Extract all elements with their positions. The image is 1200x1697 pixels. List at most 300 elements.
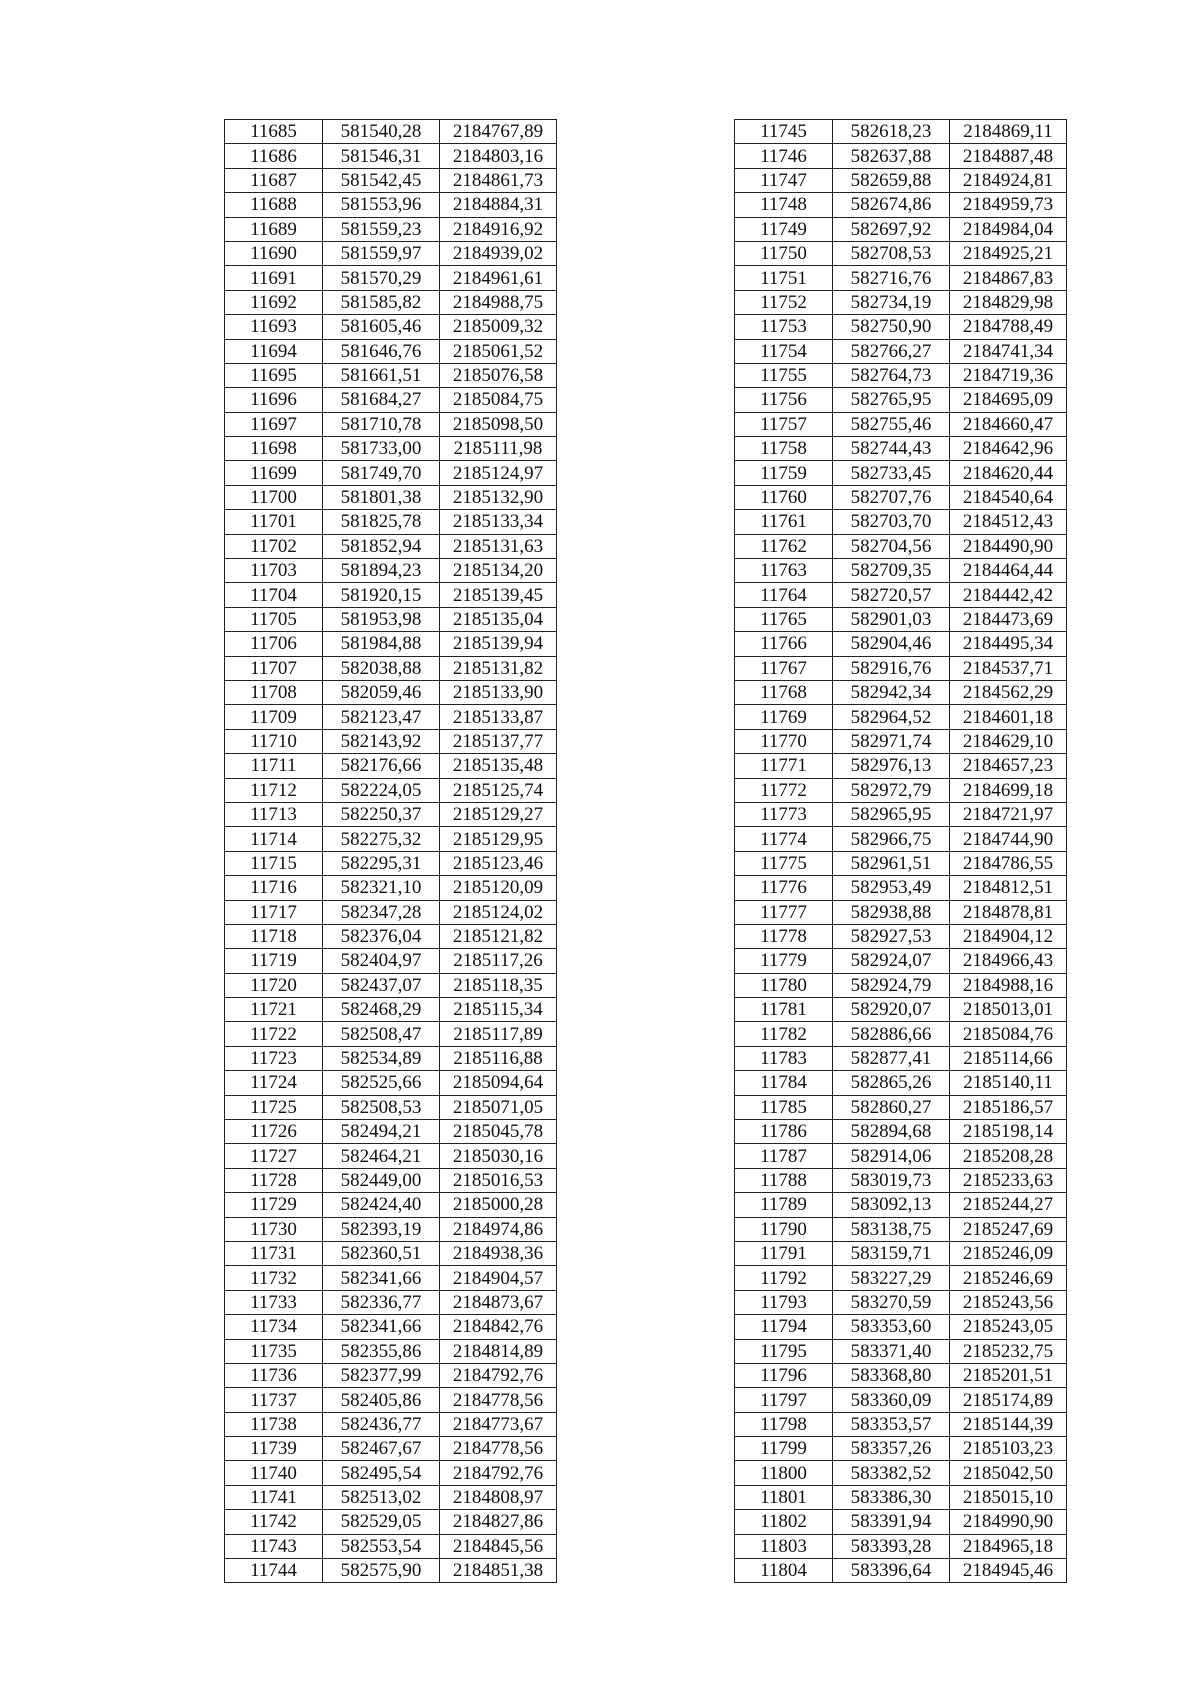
y-coordinate-cell: 2185116,88 — [440, 1046, 557, 1070]
y-coordinate-cell: 2184814,89 — [440, 1339, 557, 1363]
point-number-cell: 11769 — [735, 705, 833, 729]
x-coordinate-cell: 582942,34 — [833, 680, 950, 704]
point-number-cell: 11713 — [225, 802, 323, 826]
x-coordinate-cell: 582971,74 — [833, 729, 950, 753]
coordinates-table-left — [224, 119, 557, 1583]
x-coordinate-cell: 583382,52 — [833, 1461, 950, 1485]
y-coordinate-cell: 2185071,05 — [440, 1095, 557, 1119]
y-coordinate-cell: 2185139,45 — [440, 583, 557, 607]
point-number-cell: 11723 — [225, 1046, 323, 1070]
x-coordinate-cell: 581646,76 — [323, 339, 440, 363]
y-coordinate-cell: 2184540,64 — [950, 485, 1067, 509]
point-number-cell: 11739 — [225, 1437, 323, 1461]
point-number-cell: 11799 — [735, 1437, 833, 1461]
table-row — [225, 120, 557, 144]
table-row — [225, 680, 557, 704]
x-coordinate-cell: 582865,26 — [833, 1071, 950, 1095]
y-coordinate-cell: 2185232,75 — [950, 1339, 1067, 1363]
point-number-cell: 11715 — [225, 851, 323, 875]
point-number-cell: 11767 — [735, 656, 833, 680]
y-coordinate-cell: 2185121,82 — [440, 924, 557, 948]
x-coordinate-cell: 582341,66 — [323, 1266, 440, 1290]
x-coordinate-cell: 582750,90 — [833, 315, 950, 339]
point-number-cell: 11791 — [735, 1241, 833, 1265]
y-coordinate-cell: 2184490,90 — [950, 534, 1067, 558]
x-coordinate-cell: 582924,79 — [833, 973, 950, 997]
table-row — [225, 1510, 557, 1534]
y-coordinate-cell: 2185030,16 — [440, 1144, 557, 1168]
table-row — [225, 802, 557, 826]
x-coordinate-cell: 582404,97 — [323, 949, 440, 973]
x-coordinate-cell: 582321,10 — [323, 876, 440, 900]
x-coordinate-cell: 582059,46 — [323, 680, 440, 704]
table-row — [735, 1437, 1067, 1461]
table-row — [225, 241, 557, 265]
x-coordinate-cell: 581559,97 — [323, 241, 440, 265]
y-coordinate-cell: 2185131,63 — [440, 534, 557, 558]
x-coordinate-cell: 582295,31 — [323, 851, 440, 875]
table-row — [225, 632, 557, 656]
x-coordinate-cell: 581546,31 — [323, 144, 440, 168]
table-row — [735, 1217, 1067, 1241]
x-coordinate-cell: 583393,28 — [833, 1534, 950, 1558]
point-number-cell: 11714 — [225, 827, 323, 851]
x-coordinate-cell: 583396,64 — [833, 1559, 950, 1583]
table-row — [225, 485, 557, 509]
x-coordinate-cell: 582703,70 — [833, 510, 950, 534]
x-coordinate-cell: 582275,32 — [323, 827, 440, 851]
x-coordinate-cell: 582529,05 — [323, 1510, 440, 1534]
x-coordinate-cell: 583138,75 — [833, 1217, 950, 1241]
point-number-cell: 11742 — [225, 1510, 323, 1534]
point-number-cell: 11698 — [225, 437, 323, 461]
table-row — [735, 607, 1067, 631]
table-row — [735, 998, 1067, 1022]
x-coordinate-cell: 583227,29 — [833, 1266, 950, 1290]
y-coordinate-cell: 2185111,98 — [440, 437, 557, 461]
y-coordinate-cell: 2185129,95 — [440, 827, 557, 851]
y-coordinate-cell: 2184939,02 — [440, 241, 557, 265]
table-row — [735, 754, 1067, 778]
x-coordinate-cell: 582904,46 — [833, 632, 950, 656]
x-coordinate-cell: 582965,95 — [833, 802, 950, 826]
y-coordinate-cell: 2185198,14 — [950, 1120, 1067, 1144]
point-number-cell: 11782 — [735, 1022, 833, 1046]
x-coordinate-cell: 582961,51 — [833, 851, 950, 875]
x-coordinate-cell: 582901,03 — [833, 607, 950, 631]
y-coordinate-cell: 2185129,27 — [440, 802, 557, 826]
y-coordinate-cell: 2185117,89 — [440, 1022, 557, 1046]
x-coordinate-cell: 581710,78 — [323, 412, 440, 436]
y-coordinate-cell: 2184786,55 — [950, 851, 1067, 875]
y-coordinate-cell: 2185084,75 — [440, 388, 557, 412]
x-coordinate-cell: 582508,47 — [323, 1022, 440, 1046]
x-coordinate-cell: 583386,30 — [833, 1485, 950, 1509]
x-coordinate-cell: 582376,04 — [323, 924, 440, 948]
table-row — [225, 1461, 557, 1485]
y-coordinate-cell: 2184562,29 — [950, 680, 1067, 704]
table-row — [225, 290, 557, 314]
y-coordinate-cell: 2184867,83 — [950, 266, 1067, 290]
point-number-cell: 11800 — [735, 1461, 833, 1485]
point-number-cell: 11721 — [225, 998, 323, 1022]
y-coordinate-cell: 2184878,81 — [950, 900, 1067, 924]
x-coordinate-cell: 583371,40 — [833, 1339, 950, 1363]
x-coordinate-cell: 581570,29 — [323, 266, 440, 290]
y-coordinate-cell: 2185094,64 — [440, 1071, 557, 1095]
x-coordinate-cell: 581733,00 — [323, 437, 440, 461]
table-row — [735, 680, 1067, 704]
x-coordinate-cell: 581559,23 — [323, 217, 440, 241]
y-coordinate-cell: 2184904,57 — [440, 1266, 557, 1290]
x-coordinate-cell: 582733,45 — [833, 461, 950, 485]
x-coordinate-cell: 583019,73 — [833, 1168, 950, 1192]
x-coordinate-cell: 582575,90 — [323, 1559, 440, 1583]
table-row — [735, 1461, 1067, 1485]
x-coordinate-cell: 582927,53 — [833, 924, 950, 948]
point-number-cell: 11772 — [735, 778, 833, 802]
point-number-cell: 11762 — [735, 534, 833, 558]
y-coordinate-cell: 2184924,81 — [950, 168, 1067, 192]
table-row — [735, 778, 1067, 802]
point-number-cell: 11718 — [225, 924, 323, 948]
y-coordinate-cell: 2185013,01 — [950, 998, 1067, 1022]
y-coordinate-cell: 2184904,12 — [950, 924, 1067, 948]
table-row — [735, 1071, 1067, 1095]
y-coordinate-cell: 2184778,56 — [440, 1437, 557, 1461]
table-row — [735, 1095, 1067, 1119]
y-coordinate-cell: 2185134,20 — [440, 559, 557, 583]
x-coordinate-cell: 582766,27 — [833, 339, 950, 363]
table-row — [225, 1363, 557, 1387]
x-coordinate-cell: 581894,23 — [323, 559, 440, 583]
point-number-cell: 11745 — [735, 120, 833, 144]
point-number-cell: 11690 — [225, 241, 323, 265]
point-number-cell: 11771 — [735, 754, 833, 778]
x-coordinate-cell: 582708,53 — [833, 241, 950, 265]
table-row — [225, 1534, 557, 1558]
x-coordinate-cell: 582494,21 — [323, 1120, 440, 1144]
y-coordinate-cell: 2184869,11 — [950, 120, 1067, 144]
table-row — [225, 973, 557, 997]
x-coordinate-cell: 583159,71 — [833, 1241, 950, 1265]
y-coordinate-cell: 2184721,97 — [950, 802, 1067, 826]
point-number-cell: 11694 — [225, 339, 323, 363]
table-row — [225, 583, 557, 607]
x-coordinate-cell: 583357,26 — [833, 1437, 950, 1461]
point-number-cell: 11741 — [225, 1485, 323, 1509]
y-coordinate-cell: 2184695,09 — [950, 388, 1067, 412]
table-row — [225, 1241, 557, 1265]
point-number-cell: 11710 — [225, 729, 323, 753]
x-coordinate-cell: 582449,00 — [323, 1168, 440, 1192]
point-number-cell: 11768 — [735, 680, 833, 704]
y-coordinate-cell: 2185139,94 — [440, 632, 557, 656]
y-coordinate-cell: 2184938,36 — [440, 1241, 557, 1265]
point-number-cell: 11738 — [225, 1412, 323, 1436]
x-coordinate-cell: 582953,49 — [833, 876, 950, 900]
point-number-cell: 11759 — [735, 461, 833, 485]
point-number-cell: 11709 — [225, 705, 323, 729]
table-row — [735, 120, 1067, 144]
table-row — [735, 339, 1067, 363]
x-coordinate-cell: 581984,88 — [323, 632, 440, 656]
point-number-cell: 11798 — [735, 1412, 833, 1436]
coordinates-table-right — [734, 119, 1067, 1583]
point-number-cell: 11726 — [225, 1120, 323, 1144]
y-coordinate-cell: 2184925,21 — [950, 241, 1067, 265]
table-row — [225, 1046, 557, 1070]
table-row — [225, 656, 557, 680]
y-coordinate-cell: 2185186,57 — [950, 1095, 1067, 1119]
table-row — [225, 1071, 557, 1095]
table-row — [735, 461, 1067, 485]
table-row — [225, 1339, 557, 1363]
y-coordinate-cell: 2184792,76 — [440, 1363, 557, 1387]
y-coordinate-cell: 2185042,50 — [950, 1461, 1067, 1485]
x-coordinate-cell: 582525,66 — [323, 1071, 440, 1095]
x-coordinate-cell: 582038,88 — [323, 656, 440, 680]
x-coordinate-cell: 581825,78 — [323, 510, 440, 534]
x-coordinate-cell: 582924,07 — [833, 949, 950, 973]
point-number-cell: 11743 — [225, 1534, 323, 1558]
y-coordinate-cell: 2184966,43 — [950, 949, 1067, 973]
point-number-cell: 11744 — [225, 1559, 323, 1583]
point-number-cell: 11770 — [735, 729, 833, 753]
table-row — [225, 607, 557, 631]
x-coordinate-cell: 582123,47 — [323, 705, 440, 729]
table-row — [225, 1168, 557, 1192]
table-row — [225, 510, 557, 534]
point-number-cell: 11730 — [225, 1217, 323, 1241]
point-number-cell: 11717 — [225, 900, 323, 924]
x-coordinate-cell: 582674,86 — [833, 193, 950, 217]
x-coordinate-cell: 582637,88 — [833, 144, 950, 168]
table-row — [735, 1559, 1067, 1583]
x-coordinate-cell: 582964,52 — [833, 705, 950, 729]
table-row — [735, 729, 1067, 753]
y-coordinate-cell: 2185009,32 — [440, 315, 557, 339]
table-row — [735, 973, 1067, 997]
point-number-cell: 11708 — [225, 680, 323, 704]
point-number-cell: 11765 — [735, 607, 833, 631]
y-coordinate-cell: 2185016,53 — [440, 1168, 557, 1192]
x-coordinate-cell: 582886,66 — [833, 1022, 950, 1046]
table-row — [735, 583, 1067, 607]
point-number-cell: 11731 — [225, 1241, 323, 1265]
x-coordinate-cell: 582464,21 — [323, 1144, 440, 1168]
x-coordinate-cell: 582513,02 — [323, 1485, 440, 1509]
y-coordinate-cell: 2184629,10 — [950, 729, 1067, 753]
table-row — [225, 876, 557, 900]
x-coordinate-cell: 582877,41 — [833, 1046, 950, 1070]
y-coordinate-cell: 2185114,66 — [950, 1046, 1067, 1070]
table-row — [735, 290, 1067, 314]
point-number-cell: 11753 — [735, 315, 833, 339]
x-coordinate-cell: 582341,66 — [323, 1315, 440, 1339]
point-number-cell: 11777 — [735, 900, 833, 924]
x-coordinate-cell: 581553,96 — [323, 193, 440, 217]
table-row — [225, 193, 557, 217]
x-coordinate-cell: 582224,05 — [323, 778, 440, 802]
point-number-cell: 11704 — [225, 583, 323, 607]
y-coordinate-cell: 2184512,43 — [950, 510, 1067, 534]
x-coordinate-cell: 581661,51 — [323, 363, 440, 387]
point-number-cell: 11757 — [735, 412, 833, 436]
table-row — [225, 1266, 557, 1290]
table-row — [225, 827, 557, 851]
y-coordinate-cell: 2184642,96 — [950, 437, 1067, 461]
point-number-cell: 11776 — [735, 876, 833, 900]
y-coordinate-cell: 2184827,86 — [440, 1510, 557, 1534]
table-row — [735, 1241, 1067, 1265]
point-number-cell: 11703 — [225, 559, 323, 583]
point-number-cell: 11696 — [225, 388, 323, 412]
point-number-cell: 11689 — [225, 217, 323, 241]
x-coordinate-cell: 582916,76 — [833, 656, 950, 680]
y-coordinate-cell: 2185244,27 — [950, 1193, 1067, 1217]
point-number-cell: 11691 — [225, 266, 323, 290]
x-coordinate-cell: 581801,38 — [323, 485, 440, 509]
y-coordinate-cell: 2184959,73 — [950, 193, 1067, 217]
table-row — [735, 1388, 1067, 1412]
y-coordinate-cell: 2184984,04 — [950, 217, 1067, 241]
point-number-cell: 11725 — [225, 1095, 323, 1119]
y-coordinate-cell: 2184620,44 — [950, 461, 1067, 485]
x-coordinate-cell: 582176,66 — [323, 754, 440, 778]
x-coordinate-cell: 582707,76 — [833, 485, 950, 509]
y-coordinate-cell: 2184601,18 — [950, 705, 1067, 729]
y-coordinate-cell: 2185246,69 — [950, 1266, 1067, 1290]
x-coordinate-cell: 581852,94 — [323, 534, 440, 558]
y-coordinate-cell: 2185135,04 — [440, 607, 557, 631]
point-number-cell: 11794 — [735, 1315, 833, 1339]
table-row — [735, 900, 1067, 924]
x-coordinate-cell: 581684,27 — [323, 388, 440, 412]
y-coordinate-cell: 2184887,48 — [950, 144, 1067, 168]
point-number-cell: 11773 — [735, 802, 833, 826]
table-row — [735, 217, 1067, 241]
x-coordinate-cell: 581540,28 — [323, 120, 440, 144]
y-coordinate-cell: 2185124,02 — [440, 900, 557, 924]
y-coordinate-cell: 2185123,46 — [440, 851, 557, 875]
point-number-cell: 11712 — [225, 778, 323, 802]
table-row — [735, 656, 1067, 680]
table-row — [735, 851, 1067, 875]
x-coordinate-cell: 582534,89 — [323, 1046, 440, 1070]
y-coordinate-cell: 2184945,46 — [950, 1559, 1067, 1583]
x-coordinate-cell: 582250,37 — [323, 802, 440, 826]
point-number-cell: 11779 — [735, 949, 833, 973]
point-number-cell: 11734 — [225, 1315, 323, 1339]
table-row — [735, 1022, 1067, 1046]
table-row — [735, 1266, 1067, 1290]
x-coordinate-cell: 582467,67 — [323, 1437, 440, 1461]
y-coordinate-cell: 2184464,44 — [950, 559, 1067, 583]
point-number-cell: 11727 — [225, 1144, 323, 1168]
table-row — [735, 632, 1067, 656]
table-row — [225, 144, 557, 168]
y-coordinate-cell: 2184961,61 — [440, 266, 557, 290]
x-coordinate-cell: 583368,80 — [833, 1363, 950, 1387]
table-row — [735, 1510, 1067, 1534]
table-row — [735, 1120, 1067, 1144]
x-coordinate-cell: 582336,77 — [323, 1290, 440, 1314]
table-row — [735, 827, 1067, 851]
x-coordinate-cell: 582697,92 — [833, 217, 950, 241]
x-coordinate-cell: 583391,94 — [833, 1510, 950, 1534]
y-coordinate-cell: 2184990,90 — [950, 1510, 1067, 1534]
table-row — [735, 1412, 1067, 1436]
y-coordinate-cell: 2184792,76 — [440, 1461, 557, 1485]
x-coordinate-cell: 583353,60 — [833, 1315, 950, 1339]
point-number-cell: 11778 — [735, 924, 833, 948]
y-coordinate-cell: 2185133,87 — [440, 705, 557, 729]
point-number-cell: 11733 — [225, 1290, 323, 1314]
table-row — [735, 1046, 1067, 1070]
x-coordinate-cell: 582744,43 — [833, 437, 950, 461]
y-coordinate-cell: 2184851,38 — [440, 1559, 557, 1583]
table-row — [735, 1168, 1067, 1192]
point-number-cell: 11784 — [735, 1071, 833, 1095]
point-number-cell: 11732 — [225, 1266, 323, 1290]
y-coordinate-cell: 2185098,50 — [440, 412, 557, 436]
point-number-cell: 11737 — [225, 1388, 323, 1412]
y-coordinate-cell: 2184788,49 — [950, 315, 1067, 339]
y-coordinate-cell: 2185174,89 — [950, 1388, 1067, 1412]
table-row — [735, 363, 1067, 387]
table-row — [735, 876, 1067, 900]
point-number-cell: 11804 — [735, 1559, 833, 1583]
point-number-cell: 11750 — [735, 241, 833, 265]
table-row — [225, 949, 557, 973]
x-coordinate-cell: 582424,40 — [323, 1193, 440, 1217]
y-coordinate-cell: 2184744,90 — [950, 827, 1067, 851]
table-row — [225, 729, 557, 753]
y-coordinate-cell: 2184495,34 — [950, 632, 1067, 656]
y-coordinate-cell: 2184741,34 — [950, 339, 1067, 363]
y-coordinate-cell: 2185137,77 — [440, 729, 557, 753]
table-row — [225, 534, 557, 558]
point-number-cell: 11760 — [735, 485, 833, 509]
point-number-cell: 11785 — [735, 1095, 833, 1119]
table-row — [225, 412, 557, 436]
y-coordinate-cell: 2184829,98 — [950, 290, 1067, 314]
x-coordinate-cell: 583092,13 — [833, 1193, 950, 1217]
x-coordinate-cell: 582920,07 — [833, 998, 950, 1022]
y-coordinate-cell: 2185133,34 — [440, 510, 557, 534]
y-coordinate-cell: 2184808,97 — [440, 1485, 557, 1509]
table-row — [735, 534, 1067, 558]
point-number-cell: 11792 — [735, 1266, 833, 1290]
point-number-cell: 11720 — [225, 973, 323, 997]
table-row — [225, 388, 557, 412]
point-number-cell: 11686 — [225, 144, 323, 168]
point-number-cell: 11802 — [735, 1510, 833, 1534]
x-coordinate-cell: 582436,77 — [323, 1412, 440, 1436]
table-row — [225, 754, 557, 778]
table-row — [735, 1144, 1067, 1168]
y-coordinate-cell: 2184660,47 — [950, 412, 1067, 436]
point-number-cell: 11729 — [225, 1193, 323, 1217]
table-row — [225, 217, 557, 241]
point-number-cell: 11746 — [735, 144, 833, 168]
point-number-cell: 11711 — [225, 754, 323, 778]
point-number-cell: 11781 — [735, 998, 833, 1022]
point-number-cell: 11693 — [225, 315, 323, 339]
y-coordinate-cell: 2184473,69 — [950, 607, 1067, 631]
table-row — [735, 1315, 1067, 1339]
